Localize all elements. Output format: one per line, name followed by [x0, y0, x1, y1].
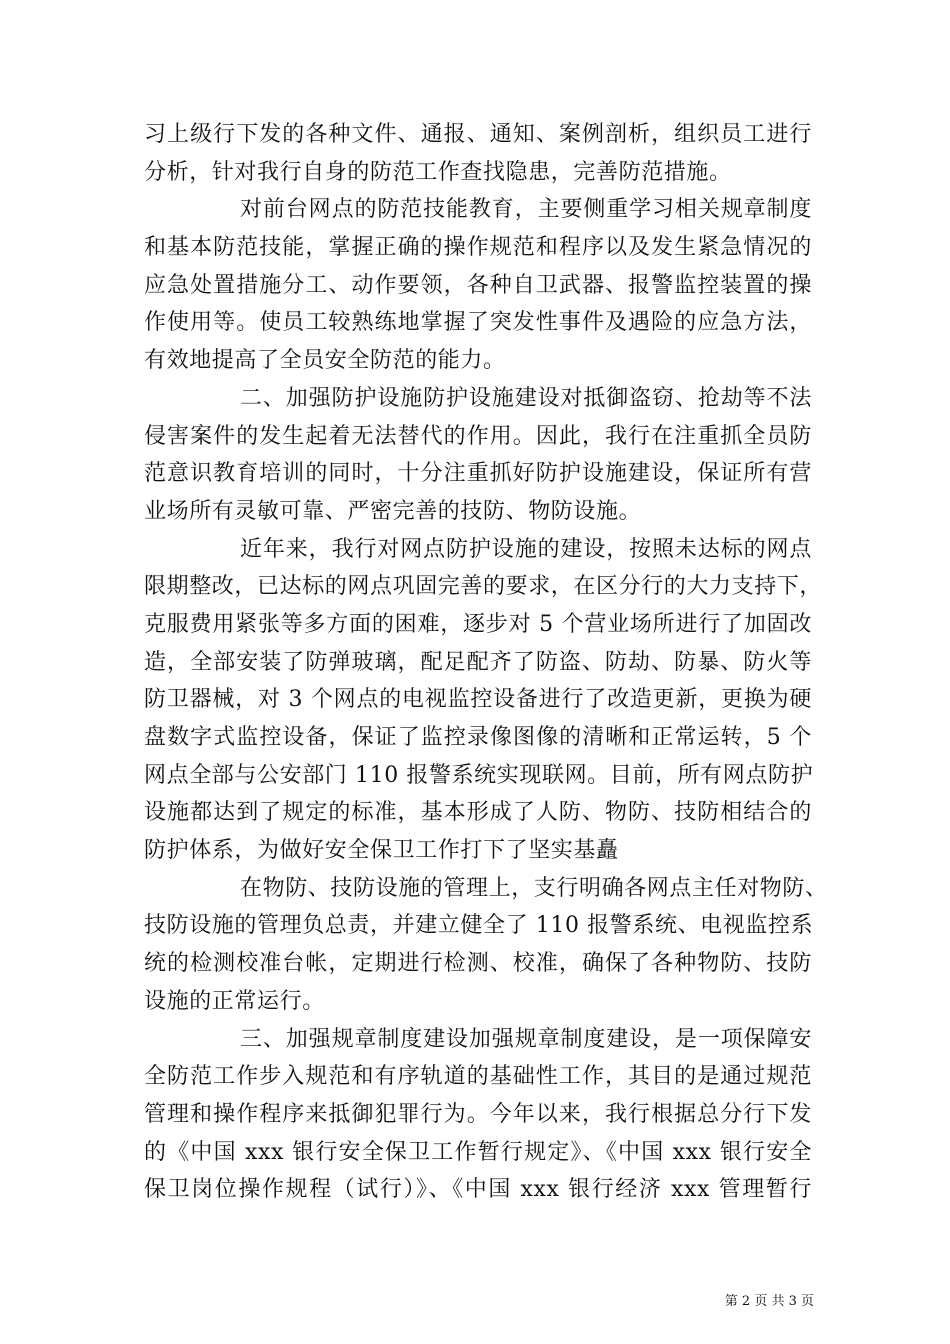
page-number: 第 2 页 共 3 页 [724, 1294, 814, 1309]
text-line: 防卫器械，对 3 个网点的电视监控设备进行了改造更新，更换为硬 [144, 687, 812, 713]
text-line: 统的检测校准台帐，定期进行检测、校准，确保了各种物防、技防 [144, 951, 812, 977]
text-line: 应急处置措施分工、动作要领，各种自卫武器、报警监控装置的操 [144, 272, 812, 298]
paragraph-first-line: 近年来，我行对网点防护设施的建设，按照未达标的网点 [240, 536, 812, 562]
text-line: 设施都达到了规定的标准，基本形成了人防、物防、技防相结合的 [144, 800, 812, 826]
text-line: 全防范工作步入规范和有序轨道的基础性工作，其目的是通过规范 [144, 1064, 812, 1090]
text-line: 业场所有灵敏可靠、严密完善的技防、物防设施。 [144, 498, 642, 524]
text-line: 有效地提高了全员安全防范的能力。 [144, 348, 506, 374]
text-line: 范意识教育培训的同时，十分注重抓好防护设施建设，保证所有营 [144, 461, 812, 487]
text-line: 作使用等。使员工较熟练地掌握了突发性事件及遇险的应急方法， [144, 310, 812, 336]
paragraph-first-line: 三、加强规章制度建设加强规章制度建设，是一项保障安 [240, 1026, 812, 1052]
text-line: 设施的正常运行。 [144, 988, 325, 1014]
text-line: 克服费用紧张等多方面的困难，逐步对 5 个营业场所进行了加固改 [144, 611, 812, 637]
text-line: 侵害案件的发生起着无法替代的作用。因此，我行在注重抓全员防 [144, 423, 812, 449]
text-line: 造，全部安装了防弹玻璃，配足配齐了防盗、防劫、防暴、防火等 [144, 649, 812, 675]
text-line: 限期整改，已达标的网点巩固完善的要求，在区分行的大力支持下， [144, 574, 823, 600]
text-line: 和基本防范技能，掌握正确的操作规范和程序以及发生紧急情况的 [144, 235, 812, 261]
paragraph-first-line: 对前台网点的防范技能教育，主要侧重学习相关规章制度 [240, 197, 812, 223]
text-line: 保卫岗位操作规程（试行）》、《中国 xxx 银行经济 xxx 管理暂行 [144, 1177, 812, 1203]
paragraph-first-line: 二、加强防护设施防护设施建设对抵御盗窃、抢劫等不法 [240, 385, 812, 411]
text-line: 习上级行下发的各种文件、通报、通知、案例剖析，组织员工进行 [144, 122, 812, 147]
paragraph-first-line: 在物防、技防设施的管理上，支行明确各网点主任对物防、 [240, 875, 828, 901]
text-line: 网点全部与公安部门 110 报警系统实现联网。目前，所有网点防护 [144, 762, 814, 788]
text-line: 的《中国 xxx 银行安全保卫工作暂行规定》、《中国 xxx 银行安全 [144, 1139, 812, 1165]
text-line: 防护体系，为做好安全保卫工作打下了坚实基矗 [144, 838, 619, 864]
text-line: 盘数字式监控设备，保证了监控录像图像的清晰和正常运转，5 个 [144, 725, 812, 750]
text-line: 分析，针对我行自身的防范工作查找隐患，完善防范措施。 [144, 159, 732, 185]
text-line: 管理和操作程序来抵御犯罪行为。今年以来，我行根据总分行下发 [144, 1101, 812, 1127]
text-line: 技防设施的管理负总责，并建立健全了 110 报警系统、电视监控系 [144, 913, 814, 939]
body-text [144, 116, 828, 1209]
